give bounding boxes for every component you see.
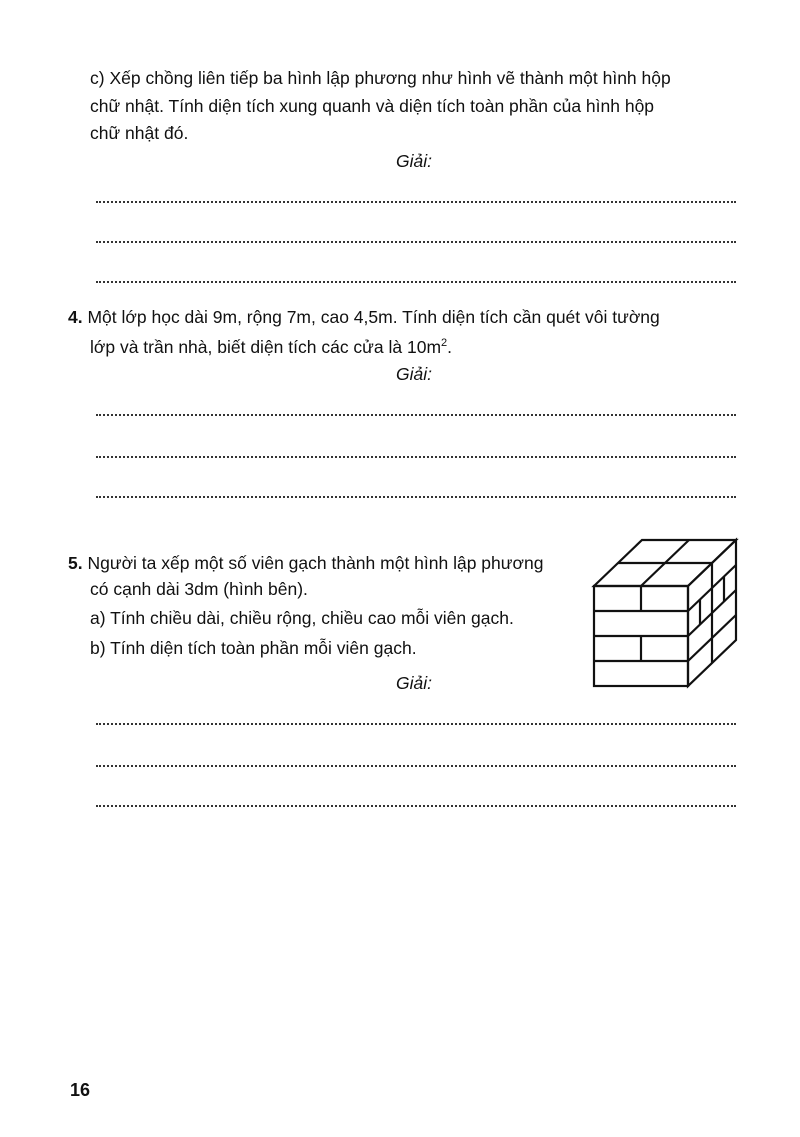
- answer-line: [96, 456, 736, 458]
- problem-3c-line-2: chữ nhật. Tính diện tích xung quanh và diện tích toàn phần của hình hộp: [90, 96, 655, 116]
- problem-4-text: Một lớp học dài 9m, rộng 7m, cao 4,5m. Tính diện tích cần quét vôi tường: [87, 307, 660, 327]
- problem-5-line-1: [68, 551, 543, 575]
- problem-5-text: Người ta xếp một số viên gạch thành một hình lập phương: [87, 553, 544, 573]
- squared-superscript: 2: [441, 337, 448, 349]
- problem-4-number: 4.: [68, 307, 83, 327]
- problem-5-number: 5.: [68, 553, 83, 573]
- page-number: 16: [70, 1080, 91, 1100]
- answer-line: [96, 723, 736, 725]
- problem-5-part-a: a) Tính chiều dài, chiều rộng, chiều cao mỗi viên gạch.: [90, 608, 514, 628]
- answer-line: [96, 414, 736, 416]
- brick-cube-figure: [590, 536, 750, 696]
- problem-5-solution-label: Giải:: [396, 673, 432, 693]
- problem-3c-line-1: c) Xếp chồng liên tiếp ba hình lập phương như hình vẽ thành một hình hộp: [90, 68, 671, 88]
- problem-5-line-2: có cạnh dài 3dm (hình bên).: [90, 579, 308, 599]
- problem-3c-line-3: chữ nhật đó.: [90, 123, 189, 143]
- problem-5-part-b: b) Tính diện tích toàn phần mỗi viên gạch.: [90, 638, 417, 658]
- answer-line: [96, 241, 736, 243]
- problem-4-line-2-text: lớp và trần nhà, biết diện tích các cửa là 10m: [90, 336, 442, 357]
- problem-3c-solution-label: Giải:: [396, 151, 432, 171]
- problem-4-line-2-end: .: [447, 336, 453, 357]
- answer-line: [96, 765, 736, 767]
- problem-4-line-1: [68, 305, 660, 329]
- problem-4-solution-label: Giải:: [396, 364, 432, 384]
- problem-4-line-2: [90, 331, 452, 359]
- answer-line: [96, 281, 736, 283]
- answer-line: [96, 201, 736, 203]
- answer-line: [96, 805, 736, 807]
- answer-line: [96, 496, 736, 498]
